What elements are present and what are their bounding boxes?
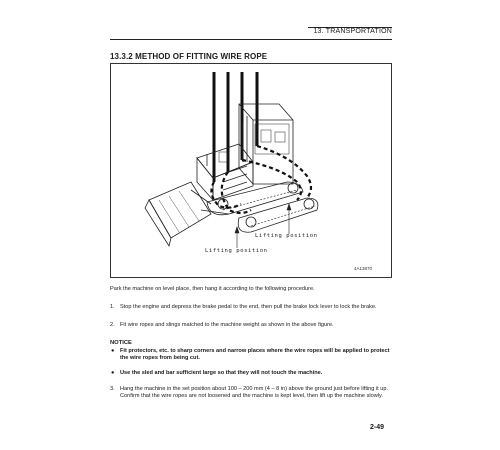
step-number: 1. <box>110 304 115 310</box>
bulldozer-illustration <box>111 64 393 279</box>
step-text: Fit wire ropes and slings matched to the machine weight as shown in the above figure. <box>120 322 334 328</box>
page-number: 2-49 <box>370 424 385 431</box>
step-number: 2. <box>110 322 115 328</box>
step-text: Hang the machine in the set position about 100 – 200 mm (4 – 8 in) above the ground just before lifting it up. Confirm that the wire ropes are not loosened and the machine is kept level, then lift up the machine slowly. <box>120 386 389 400</box>
figure-box <box>110 63 392 278</box>
section-title: 13.3.2 METHOD OF FITTING WIRE ROPE <box>110 52 268 61</box>
notice-text: Fit protectors, etc. to sharp corners and narrow places where the wire ropes will be applied to protect the wire ropes from being cut. <box>120 348 390 362</box>
cab-outline <box>239 104 293 184</box>
wire-ropes <box>214 72 257 182</box>
rope-slings <box>211 146 311 213</box>
notice-title: NOTICE <box>110 340 132 346</box>
bullet-icon: ● <box>111 348 115 354</box>
lifting-position-label-lower: Lifting position <box>205 248 268 254</box>
bullet-icon: ● <box>111 370 115 376</box>
header-rule-bottom <box>110 39 392 40</box>
section-header: 13. TRANSPORTATION <box>313 28 392 35</box>
step-text: Stop the engine and depress the brake pedal to the end, then pull the brake lock lever to lock the brake. <box>120 304 377 310</box>
lifting-position-label-upper: Lifting position <box>255 233 318 239</box>
figure-code: 4A13870 <box>354 266 373 271</box>
engine-hood <box>197 144 253 200</box>
intro-paragraph: Park the machine on level place, then hang it according to the following procedure. <box>110 286 315 292</box>
notice-text: Use the sled and bar sufficient large so that they will not touch the machine. <box>120 370 323 376</box>
step-number: 3. <box>110 386 115 392</box>
